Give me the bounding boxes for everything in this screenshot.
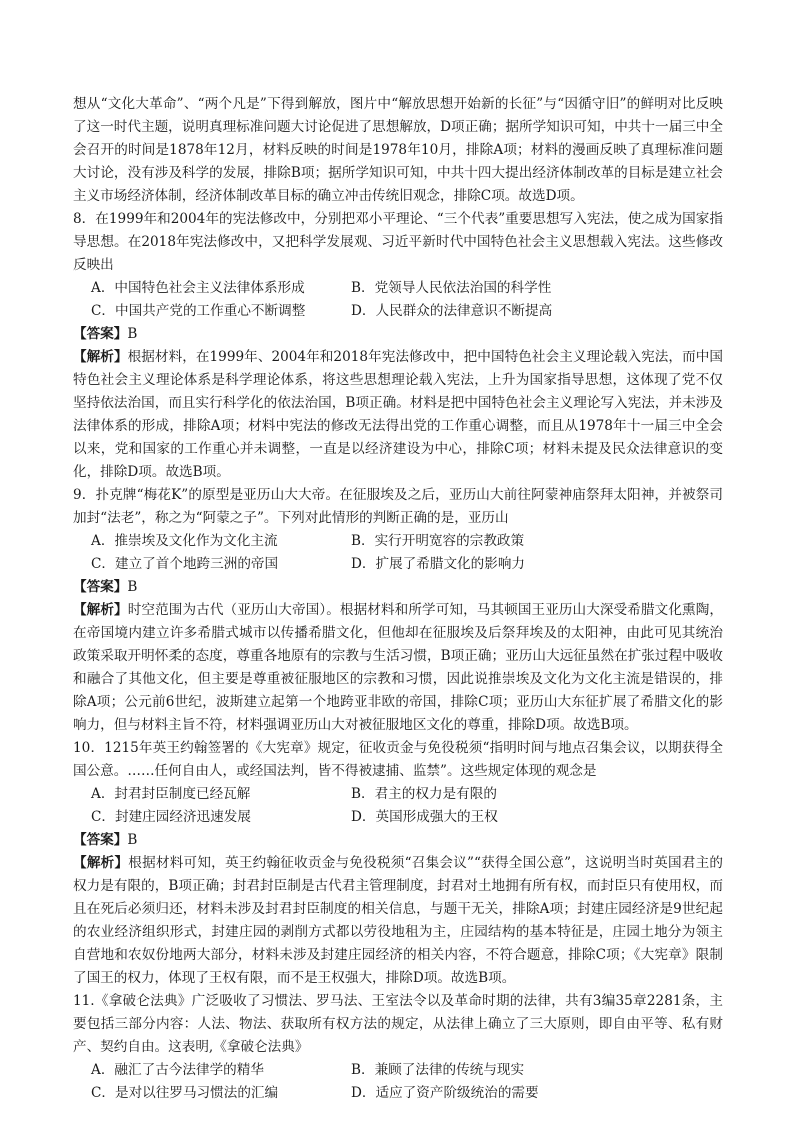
option-item: D．英国形成强大的王权 <box>351 809 498 825</box>
analysis-paragraph <box>73 599 723 737</box>
option-item: C．是对以往罗马习惯法的汇编 <box>91 1085 279 1101</box>
answer-label: 【答案】 <box>73 326 128 342</box>
analysis-label: 【解析】 <box>73 855 129 871</box>
option-item: D．适应了资产阶级统治的需要 <box>351 1085 539 1101</box>
question-paragraph: 想从“文化大革命”、“两个凡是”下得到解放，图片中“解放思想开始新的长征”与“因循守旧”的鲜明对比反映了这一时代主题，说明真理标准问题大讨论促进了思想解放，D项正确；据所学知识可知，中共十一届三中全会召开的时间是1878年12月，材料反映的时间是1978年10月，排除A项；材料的漫画反映了真理标准问题大讨论，没有涉及科学的发展，排除B项；据所学知识可知，中共十四大提出经济体制改革的目标是建立社会主义市场经济体制，经济体制改革目标的确立冲击传统旧观念，排除C项。故选D项。 <box>73 96 723 204</box>
question-paragraph: 11.《拿破仑法典》广泛吸收了习惯法、罗马法、王室法令以及革命时期的法律，共有3编35章2281条，主要包括三部分内容：人法、物法、获取所有权方法的规定，从法律上确立了三大原则，即自由平等、私有财产、契约自由。这表明,《拿破仑法典》 <box>73 993 723 1055</box>
answer-label: 【答案】 <box>73 832 128 848</box>
option-item: B．兼顾了法律的传统与现实 <box>351 1062 525 1078</box>
option-item: A．推崇埃及文化作为文化主流 <box>91 533 278 549</box>
analysis-text: 根据材料，在1999年、2004年和2018年宪法修改中，把中国特色社会主义理论载入宪法，而中国特色社会主义理论体系是科学理论体系，将这些思想理论载入宪法，上升为国家指导思想，这体现了党不仅坚持依法治国，而且实行科学化的依法治国，B项正确。材料是把中国特色社会主义理论写入宪法，并未涉及法律体系的形成，排除A项；材料中宪法的修改无法得出党的工作重心调整，而且从1978年十一届三中全会以来，党和国家的工作重心并未调整，一直是以经济建设为中心，排除C项；材料未提及民众法律意识的变化，排除D项。故选B项。 <box>73 349 723 480</box>
option-item: A．中国特色社会主义法律体系形成 <box>91 280 305 296</box>
option-item: A．融汇了古今法律学的精华 <box>91 1062 264 1078</box>
analysis-label: 【解析】 <box>73 602 128 618</box>
answer-value: B <box>127 326 138 342</box>
analysis-paragraph <box>73 852 723 990</box>
options-row <box>73 806 723 829</box>
options-row <box>73 277 723 300</box>
option-item: C．封建庄园经济迅速发展 <box>91 809 251 825</box>
question-paragraph: 8．在1999年和2004年的宪法修改中，分别把邓小平理论、“三个代表”重要思想写入宪法，使之成为国家指导思想。在2018年宪法修改中，又把科学发展观、习近平新时代中国特色社会主义思想载入宪法。这些修改反映出 <box>73 211 723 273</box>
option-item: B．实行开明宽容的宗教政策 <box>351 533 525 549</box>
option-item: B．党领导人民依法治国的科学性 <box>351 280 552 296</box>
option-item: C．建立了首个地跨三洲的帝国 <box>91 556 279 572</box>
question-paragraph: 10．1215年英王约翰签署的《大宪章》规定，征收贡金与免役税须“指明时间与地点召集会议，以期获得全国公意。……任何自由人，或经国法判，皆不得被逮捕、监禁”。这些规定体现的观念是 <box>73 740 723 779</box>
options-row <box>73 1059 723 1082</box>
analysis-paragraph <box>73 346 723 484</box>
options-row <box>73 783 723 806</box>
analysis-text: 根据材料可知，英王约翰征收贡金与免役税须“召集会议”“获得全国公意”，这说明当时英国君主的权力是有限的，B项正确；封君封臣制是古代君主管理制度，封君对土地拥有所有权，而封臣只有使用权，而且在死后必须归还，材料未涉及封君封臣制度的相关信息，与题干无关，排除A项；封建庄园经济是9世纪起的农业经济组织形式，封建庄园的剥削方式都以劳役地租为主，庄园结构的基本特征是，庄园土地分为领主自营地和农奴份地两大部分，材料未涉及封建庄园经济的相关内容，不符合题意，排除C项；《大宪章》限制了国王的权力，体现了王权有限，而不是王权强大，排除D项。故选B项。 <box>73 855 724 986</box>
option-item: C．中国共产党的工作重心不断调整 <box>91 303 306 319</box>
option-item: D．扩展了希腊文化的影响力 <box>351 556 526 572</box>
analysis-label: 【解析】 <box>73 349 128 365</box>
options-row <box>73 1082 723 1105</box>
document-page <box>73 93 723 1105</box>
option-item: A．封君封臣制度已经瓦解 <box>91 786 251 802</box>
answer-label: 【答案】 <box>73 579 128 595</box>
question-paragraph: 9．扑克牌“梅花K”的原型是亚历山大大帝。在征服埃及之后，亚历山大前往阿蒙神庙祭拜太阳神，并被祭司加封“法老”，称之为“阿蒙之子”。下列对此情形的判断正确的是，亚历山 <box>73 487 723 526</box>
analysis-text: 时空范围为古代（亚历山大帝国）。根据材料和所学可知，马其顿国王亚历山大深受希腊文化熏陶，在帝国境内建立许多希腊式城市以传播希腊文化，但他却在征服埃及后祭拜埃及的太阳神，由此可见其统治政策采取开明怀柔的态度，尊重各地原有的宗教与生活习惯，B项正确；亚历山大远征虽然在扩张过程中吸收和融合了其他文化，但主要是尊重被征服地区的宗教和习惯，因此说推崇埃及文化为文化主流是错误的，排除A项；公元前6世纪，波斯建立起第一个地跨亚非欧的帝国，排除C项；亚历山大东征扩展了希腊文化的影响力，但与材料主旨不符，材料强调亚历山大对被征服地区文化的尊重，排除D项。故选B项。 <box>73 602 724 733</box>
answer-line <box>73 323 723 346</box>
options-row <box>73 300 723 323</box>
options-row <box>73 530 723 553</box>
options-row <box>73 553 723 576</box>
answer-value: B <box>127 579 138 595</box>
answer-line <box>73 829 723 852</box>
option-item: D．人民群众的法律意识不断提高 <box>351 303 553 319</box>
option-item: B．君主的权力是有限的 <box>351 786 497 802</box>
answer-value: B <box>127 832 138 848</box>
answer-line <box>73 576 723 599</box>
